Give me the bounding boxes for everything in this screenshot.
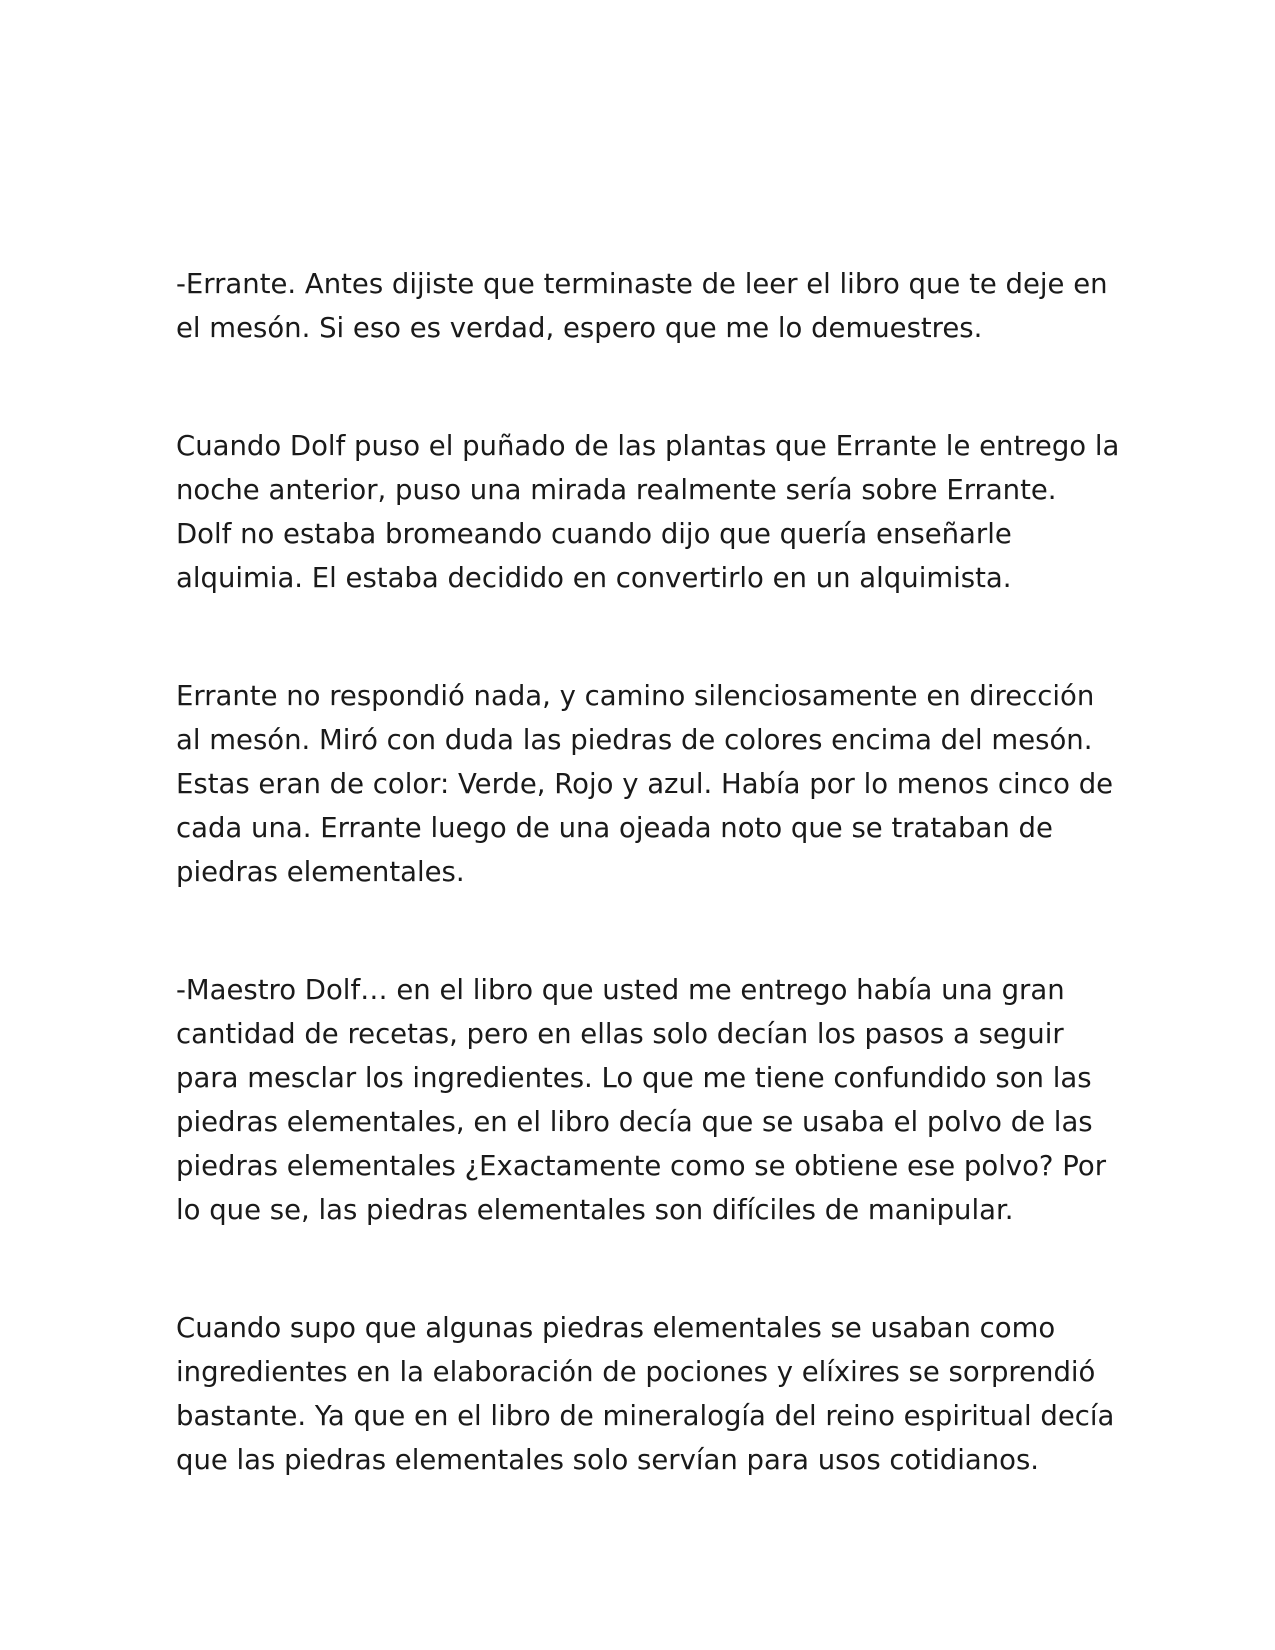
- paragraph-5: [176, 1306, 1115, 1482]
- text-line: bastante. Ya que en el libro de mineralogía del reino espiritual decía: [176, 1400, 1115, 1432]
- text-line: noche anterior, puso una mirada realmente sería sobre Errante.: [176, 474, 1057, 506]
- text-line: ingredientes en la elaboración de pociones y elíxires se sorprendió: [176, 1356, 1096, 1388]
- text-line: alquimia. El estaba decidido en convertirlo en un alquimista.: [176, 562, 1012, 594]
- text-line: al mesón. Miró con duda las piedras de colores encima del mesón.: [176, 724, 1093, 756]
- text-line: -Errante. Antes dijiste que terminaste de leer el libro que te deje en: [176, 268, 1108, 300]
- text-line: piedras elementales ¿Exactamente como se obtiene ese polvo? Por: [176, 1150, 1107, 1182]
- text-line: Errante no respondió nada, y camino silenciosamente en dirección: [176, 680, 1095, 712]
- text-line: piedras elementales, en el libro decía que se usaba el polvo de las: [176, 1106, 1093, 1138]
- text-line: que las piedras elementales solo servían para usos cotidianos.: [176, 1444, 1040, 1476]
- text-line: cada una. Errante luego de una ojeada noto que se trataban de: [176, 812, 1053, 844]
- paragraph-2: [176, 424, 1120, 600]
- text-line: -Maestro Dolf… en el libro que usted me entrego había una gran: [176, 974, 1065, 1006]
- paragraph-4: [176, 968, 1106, 1232]
- text-line: Estas eran de color: Verde, Rojo y azul. Había por lo menos cinco de: [176, 768, 1114, 800]
- text-line: Cuando supo que algunas piedras elementales se usaban como: [176, 1312, 1056, 1344]
- text-line: Dolf no estaba bromeando cuando dijo que quería enseñarle: [176, 518, 1012, 550]
- text-line: piedras elementales.: [176, 856, 465, 888]
- text-line: lo que se, las piedras elementales son difíciles de manipular.: [176, 1194, 1014, 1226]
- document-body: [176, 262, 1120, 1556]
- text-line: el mesón. Si eso es verdad, espero que me lo demuestres.: [176, 312, 983, 344]
- paragraph-3: [176, 674, 1114, 894]
- text-line: cantidad de recetas, pero en ellas solo decían los pasos a seguir: [176, 1018, 1064, 1050]
- text-line: para mesclar los ingredientes. Lo que me tiene confundido son las: [176, 1062, 1092, 1094]
- paragraph-1: [176, 262, 1106, 350]
- text-line: Cuando Dolf puso el puñado de las plantas que Errante le entrego la: [176, 430, 1120, 462]
